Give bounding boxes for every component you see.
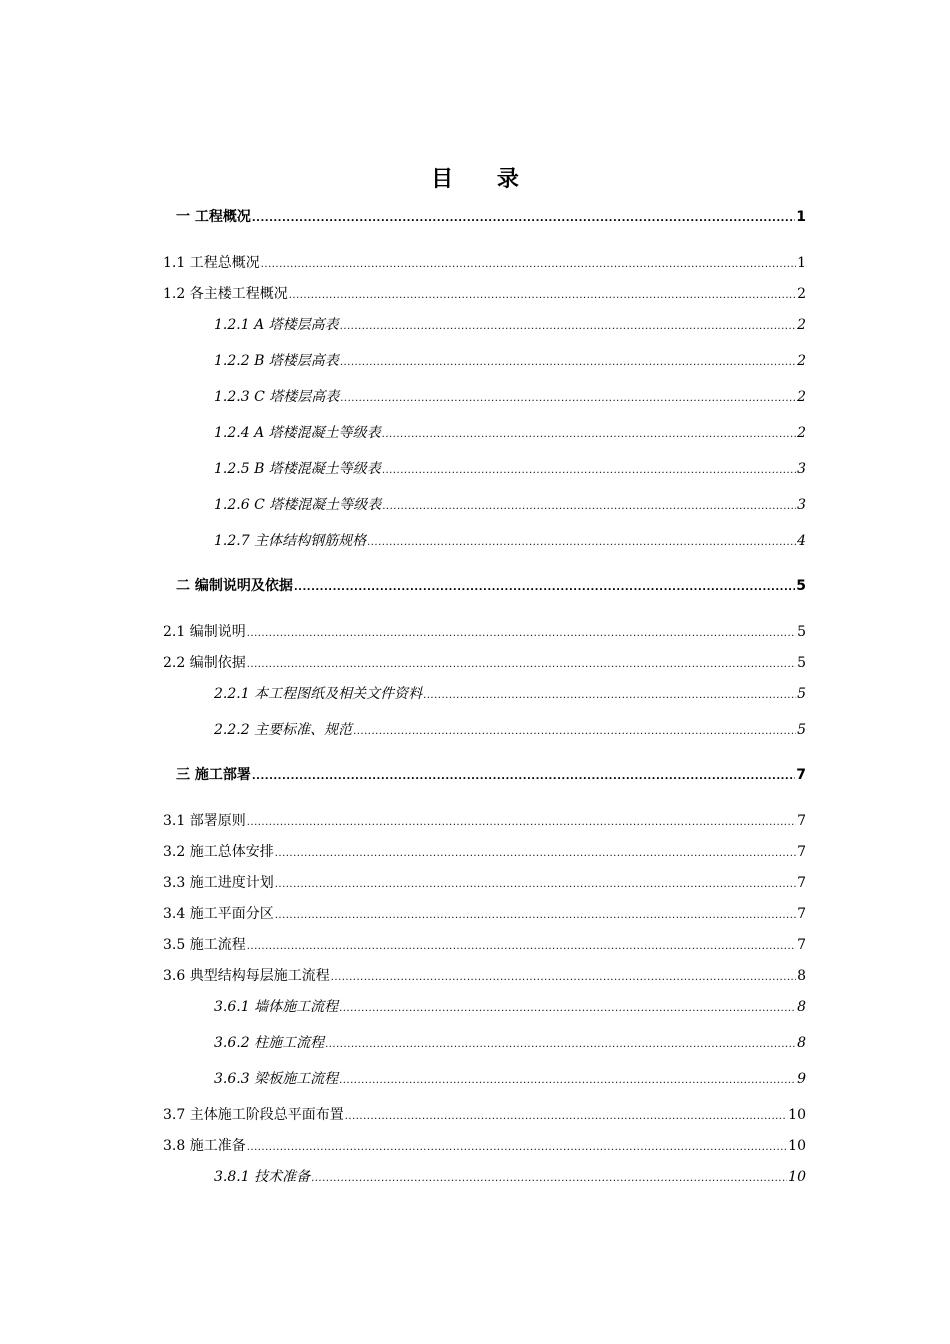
toc-entry-page: 3 [797, 461, 806, 477]
toc-leader [339, 999, 796, 1019]
toc-leader [339, 1071, 796, 1091]
toc-entry-page: 8 [797, 1035, 806, 1051]
toc-entry-label: 三 施工部署 [176, 767, 251, 783]
toc-entry-page: 5 [797, 655, 806, 671]
toc-entry-label: 3.3 施工进度计划 [163, 875, 274, 891]
toc-entry-label: 1.2.5 B 塔楼混凝土等级表 [214, 461, 381, 477]
toc-leader [247, 813, 796, 833]
toc-entry[interactable] [163, 842, 806, 862]
toc-leader [340, 353, 796, 373]
toc-entry[interactable] [214, 1167, 806, 1187]
toc-leader [247, 655, 796, 675]
toc-leader [340, 389, 796, 409]
toc-entry[interactable] [214, 1033, 806, 1053]
toc-entry-page: 9 [797, 1071, 806, 1087]
toc-leader [247, 1138, 787, 1158]
toc-entry-label: 1.2.7 主体结构钢筋规格 [214, 533, 367, 549]
toc-entry[interactable] [214, 387, 806, 407]
toc-entry[interactable] [163, 653, 806, 673]
toc-entry-page: 10 [788, 1169, 806, 1185]
toc-title: 目 录 [431, 166, 537, 192]
toc-entry-page: 2 [797, 286, 806, 302]
toc-entry-label: 2.2 编制依据 [163, 655, 246, 671]
toc-leader [252, 767, 795, 787]
toc-entry-label: 3.6.3 梁板施工流程 [214, 1071, 339, 1087]
toc-entry-page: 2 [797, 317, 806, 333]
toc-entry[interactable] [214, 423, 806, 443]
toc-entry-label: 1.2.3 C 塔楼层高表 [214, 389, 340, 405]
toc-entry[interactable] [163, 935, 806, 955]
toc-entry[interactable] [214, 495, 806, 515]
toc-entry-label: 3.4 施工平面分区 [163, 906, 274, 922]
toc-leader [340, 317, 796, 337]
toc-entry-page: 5 [797, 686, 806, 702]
toc-entry-page: 2 [797, 425, 806, 441]
toc-leader [311, 1169, 787, 1189]
toc-entry-page: 7 [797, 813, 806, 829]
toc-entry-page: 5 [796, 578, 806, 594]
toc-entry-label: 一 工程概况 [176, 209, 251, 225]
toc-entry[interactable] [163, 253, 806, 273]
toc-entry[interactable] [163, 1105, 806, 1125]
toc-leader [325, 1035, 796, 1055]
toc-entry-page: 7 [796, 767, 806, 783]
toc-leader [382, 461, 796, 481]
toc-entry[interactable] [214, 315, 806, 335]
toc-entry-label: 3.7 主体施工阶段总平面布置 [163, 1107, 344, 1123]
toc-leader [345, 1107, 787, 1127]
toc-entry-label: 3.6.1 墙体施工流程 [214, 999, 339, 1015]
toc-leader [331, 968, 796, 988]
toc-leader [289, 286, 796, 306]
toc-entry[interactable] [214, 684, 806, 704]
toc-leader [382, 497, 796, 517]
toc-entry[interactable] [163, 966, 806, 986]
toc-entry[interactable] [214, 351, 806, 371]
toc-entry-label: 1.2.1 A 塔楼层高表 [214, 317, 339, 333]
toc-entry-page: 3 [797, 497, 806, 513]
toc-entry[interactable] [163, 622, 806, 642]
toc-entry-page: 4 [797, 533, 806, 549]
toc-entry-label: 1.2.4 A 塔楼混凝土等级表 [214, 425, 381, 441]
toc-entry-page: 10 [788, 1107, 806, 1123]
toc-entry-page: 7 [797, 906, 806, 922]
toc-entry-page: 2 [797, 389, 806, 405]
toc-leader [294, 578, 795, 598]
toc-entry[interactable] [163, 873, 806, 893]
toc-leader [367, 533, 796, 553]
toc-entry-page: 1 [797, 255, 806, 271]
toc-leader [252, 209, 795, 229]
toc-leader [275, 906, 796, 926]
toc-entry-label: 2.2.1 本工程图纸及相关文件资料 [214, 686, 423, 702]
toc-entry-label: 3.2 施工总体安排 [163, 844, 274, 860]
toc-entry-page: 1 [796, 209, 806, 225]
toc-leader [261, 255, 796, 275]
toc-entry-page: 5 [797, 722, 806, 738]
toc-entry[interactable] [214, 997, 806, 1017]
toc-entry-label: 3.5 施工流程 [163, 937, 246, 953]
toc-entry[interactable] [163, 811, 806, 831]
toc-leader [423, 686, 796, 706]
toc-entry[interactable] [176, 207, 806, 227]
toc-entry[interactable] [214, 720, 806, 740]
toc-leader [275, 875, 796, 895]
toc-entry-label: 3.1 部署原则 [163, 813, 246, 829]
toc-entry-page: 2 [797, 353, 806, 369]
toc-entry-page: 8 [797, 999, 806, 1015]
toc-entry-label: 1.2.2 B 塔楼层高表 [214, 353, 339, 369]
toc-entry-page: 8 [797, 968, 806, 984]
toc-entry-label: 二 编制说明及依据 [176, 578, 293, 594]
toc-entry[interactable] [214, 531, 806, 551]
toc-leader [247, 937, 796, 957]
toc-entry-label: 1.1 工程总概况 [163, 255, 260, 271]
toc-leader [353, 722, 796, 742]
toc-entry-label: 3.6 典型结构每层施工流程 [163, 968, 330, 984]
toc-entry-label: 2.2.2 主要标准、规范 [214, 722, 353, 738]
toc-entry-page: 5 [797, 624, 806, 640]
toc-entry[interactable] [163, 904, 806, 924]
toc-entry[interactable] [214, 1069, 806, 1089]
toc-entry-page: 7 [797, 875, 806, 891]
toc-entry-page: 7 [797, 844, 806, 860]
toc-entry-page: 7 [797, 937, 806, 953]
toc-entry[interactable] [214, 459, 806, 479]
toc-leader [247, 624, 796, 644]
toc-leader [382, 425, 796, 445]
toc-entry-label: 3.8 施工准备 [163, 1138, 246, 1154]
toc-entry-label: 1.2.6 C 塔楼混凝土等级表 [214, 497, 382, 513]
toc-entry[interactable] [176, 765, 806, 785]
toc-entry[interactable] [176, 576, 806, 596]
toc-entry-page: 10 [788, 1138, 806, 1154]
toc-entry-label: 3.8.1 技术准备 [214, 1169, 311, 1185]
toc-entry[interactable] [163, 284, 806, 304]
toc-entry[interactable] [163, 1136, 806, 1156]
toc-entry-label: 3.6.2 柱施工流程 [214, 1035, 325, 1051]
toc-leader [275, 844, 796, 864]
toc-entry-label: 1.2 各主楼工程概况 [163, 286, 288, 302]
toc-entry-label: 2.1 编制说明 [163, 624, 246, 640]
